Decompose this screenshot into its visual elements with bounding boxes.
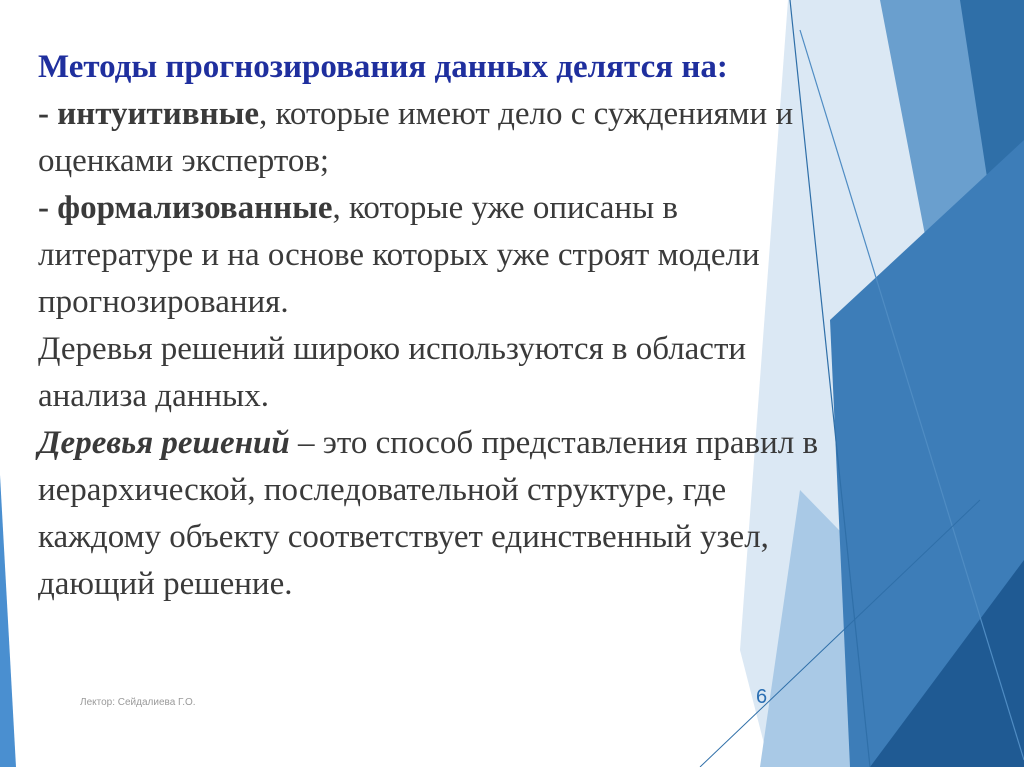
text-line: дающий решение. <box>38 566 293 602</box>
term-intuitive: - интуитивные <box>38 96 260 132</box>
slide-content <box>38 44 998 608</box>
text-line: Деревья решений широко используются в области <box>38 331 747 367</box>
text-line: каждому объекту соответствует единственный узел, <box>38 519 769 555</box>
text-line: - интуитивные, которые имеют дело с суждениями и <box>38 96 794 132</box>
term-decision-trees: Деревья решений <box>38 425 290 461</box>
text-line: Деревья решений – это способ представления правил в <box>38 425 819 461</box>
text-line: - формализованные, которые уже описаны в <box>38 190 679 226</box>
text-line: литературе и на основе которых уже строят модели <box>38 237 760 273</box>
term-formalized: - формализованные <box>38 190 333 226</box>
page-number: 6 <box>756 686 768 708</box>
text-line: прогнозирования. <box>38 284 289 320</box>
left-accent-wedge <box>0 475 16 767</box>
text-line: оценками экспертов; <box>38 143 330 179</box>
text-line: анализа данных. <box>38 378 269 414</box>
text-line: иерархической, последовательной структуре, где <box>38 472 727 508</box>
lecturer-footer: Лектор: Сейдалиева Г.О. <box>80 697 196 708</box>
slide-heading: Методы прогнозирования данных делятся на: <box>38 49 728 85</box>
